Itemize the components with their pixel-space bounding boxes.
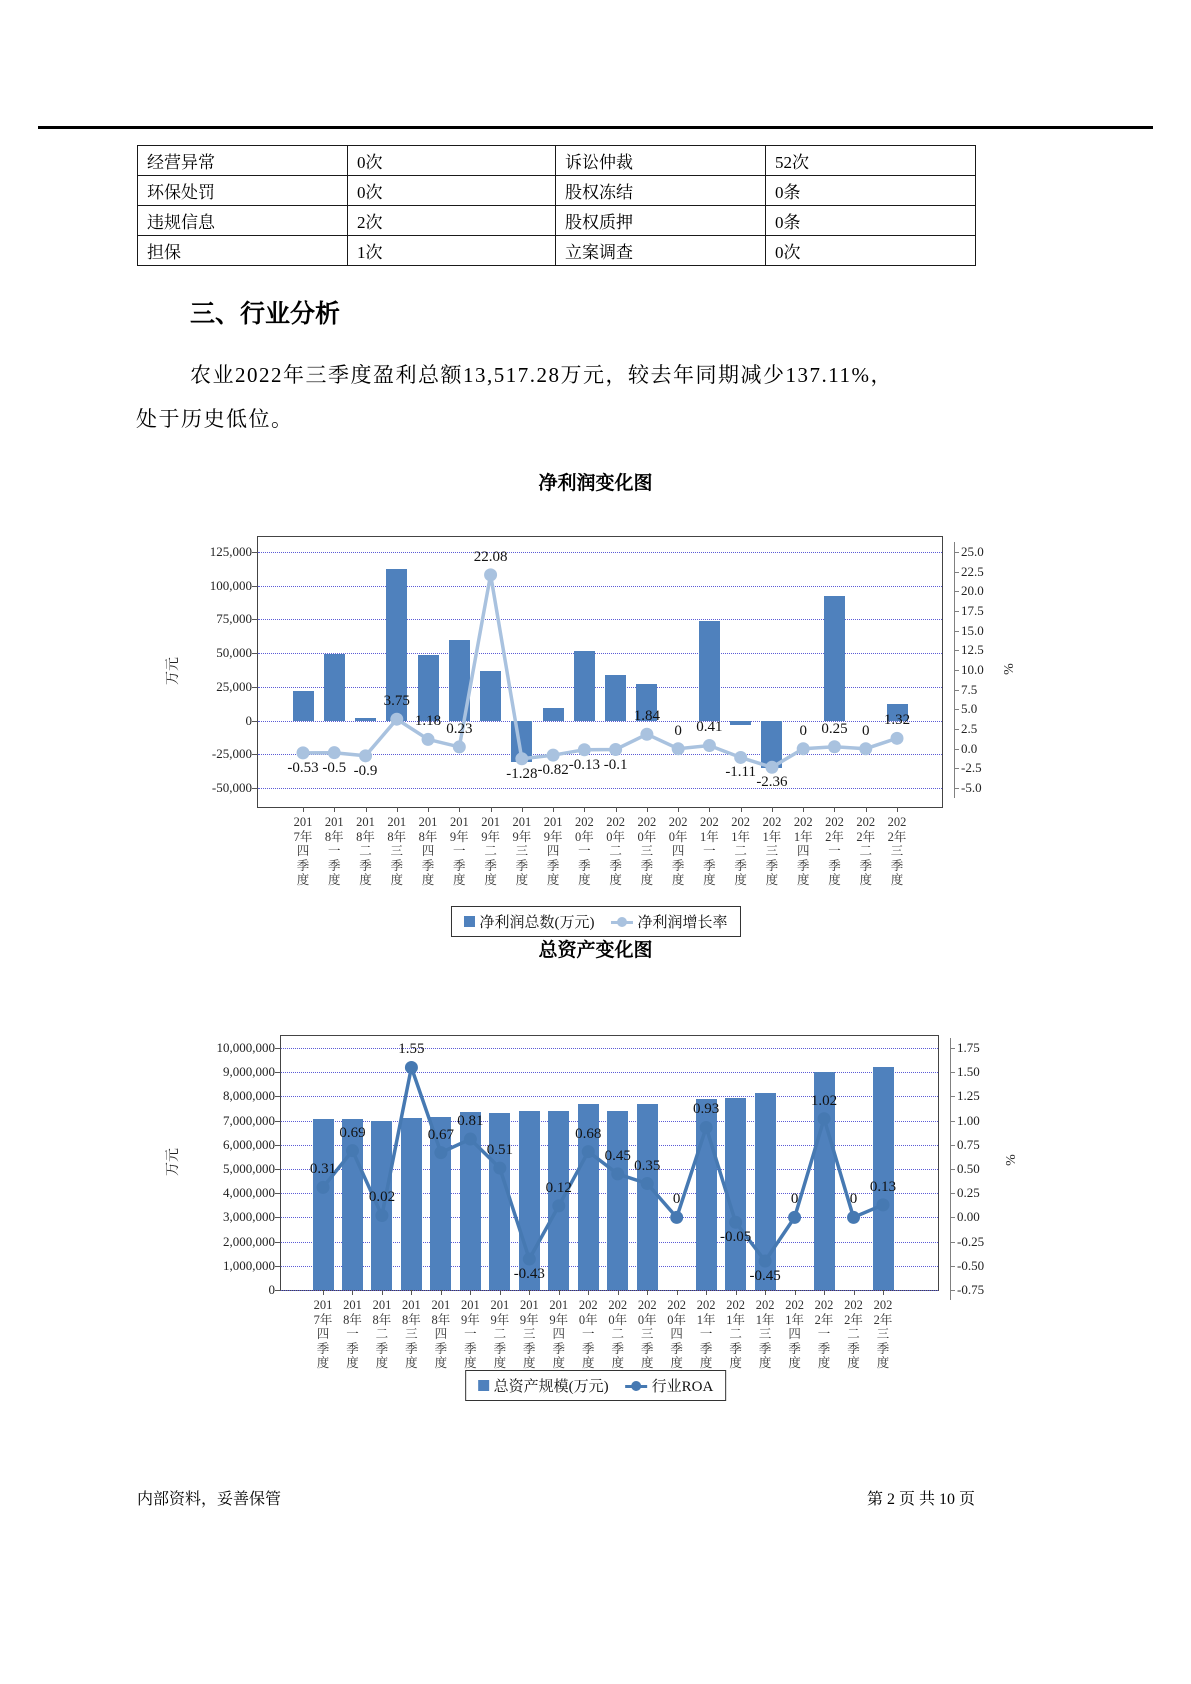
x-axis-label: 201 8年 二 季 度 [356, 815, 375, 887]
table-cell: 0次 [766, 236, 976, 266]
table-row [138, 146, 976, 176]
data-point-label: 0.31 [309, 1161, 337, 1178]
chart-legend [465, 1370, 727, 1401]
table-cell: 0次 [348, 146, 556, 176]
line-series-marker-icon [625, 1380, 647, 1392]
table-cell: 1次 [348, 236, 556, 266]
x-axis-label: 202 0年 二 季 度 [606, 815, 625, 887]
chart-title: 总资产变化图 [538, 940, 653, 961]
data-point-label: -1.11 [725, 764, 757, 781]
data-point-label: 0 [790, 1191, 799, 1208]
axis-tick [470, 1290, 471, 1295]
axis-tick [954, 650, 959, 651]
axis-tick [647, 807, 648, 812]
axis-tick [772, 807, 773, 812]
table-cell: 2次 [348, 206, 556, 236]
axis-tick [950, 1169, 955, 1170]
x-axis-label: 202 1年 四 季 度 [785, 1298, 804, 1370]
legend-item-bar [463, 911, 594, 932]
axis-tick [559, 1290, 560, 1295]
table-cell: 股权冻结 [556, 176, 766, 206]
y-axis-tick-label: 75,000 [216, 611, 252, 627]
x-axis-label: 201 8年 四 季 度 [418, 815, 438, 887]
axis-tick [897, 807, 898, 812]
right-axis-tick-label: 22.5 [961, 563, 984, 579]
legend-item-bar [478, 1375, 609, 1396]
axis-tick [500, 1290, 501, 1295]
axis-tick [950, 1048, 955, 1049]
axis-tick [741, 807, 742, 812]
y-axis-tick-label: 3,000,000 [223, 1209, 275, 1225]
x-axis-label: 201 9年 二 季 度 [490, 1298, 510, 1370]
x-axis-label: 201 8年 三 季 度 [402, 1298, 421, 1370]
body-paragraph-line-2: 处于历史低位。 [136, 407, 294, 431]
axis-tick [303, 807, 304, 812]
x-axis-label: 202 0年 一 季 度 [578, 1298, 598, 1370]
line-series-label: 净利润增长率 [637, 915, 728, 931]
right-axis-tick-label: 1.75 [957, 1040, 980, 1056]
y-axis-tick-label: 25,000 [216, 678, 252, 694]
right-axis-tick-label: 25.0 [961, 543, 984, 559]
x-axis-label: 202 2年 二 季 度 [856, 815, 876, 887]
data-point-label: -0.43 [513, 1266, 545, 1283]
company-risk-table-body [138, 146, 976, 266]
data-point-label: 0.69 [339, 1124, 366, 1141]
y-axis-tick-label: 125,000 [209, 543, 252, 559]
data-point-label: 3.75 [383, 693, 410, 710]
data-point-label: 22.08 [473, 548, 508, 565]
table-cell: 0条 [766, 206, 976, 236]
data-point-label: 0 [674, 722, 682, 739]
net-profit-change-chart [0, 460, 1191, 960]
axis-tick [954, 572, 959, 573]
axis-tick [397, 807, 398, 812]
y-axis-tick-label: 4,000,000 [223, 1185, 275, 1201]
axis-tick [954, 749, 959, 750]
footer-page-number: 第 2 页 共 10 页 [866, 1491, 975, 1508]
axis-tick [618, 1290, 619, 1295]
x-axis-label: 202 1年 三 季 度 [755, 1298, 775, 1370]
axis-tick [459, 807, 460, 812]
axis-tick [529, 1290, 530, 1295]
axis-tick [795, 1290, 796, 1295]
axis-tick [588, 1290, 589, 1295]
axis-tick [441, 1290, 442, 1295]
right-axis-tick-label: 5.0 [961, 701, 978, 717]
data-point-label: -0.53 [287, 759, 319, 776]
x-axis-label: 202 0年 二 季 度 [608, 1298, 628, 1370]
header-rule [38, 126, 1153, 129]
chart-title: 净利润变化图 [538, 473, 653, 494]
data-point-label: 0.41 [696, 719, 723, 736]
axis-tick [584, 807, 585, 812]
data-point-label: 0.23 [446, 720, 473, 737]
bar-series-marker-icon [463, 916, 474, 927]
axis-tick [352, 1290, 353, 1295]
left-axis-unit-label: 万元 [166, 1148, 181, 1176]
axis-tick [950, 1072, 955, 1073]
data-point-label: 0.02 [368, 1189, 396, 1206]
y-axis-tick-label: 10,000,000 [216, 1040, 275, 1056]
y-axis-tick-label: 7,000,000 [223, 1112, 275, 1128]
x-axis-label: 201 8年 一 季 度 [343, 1298, 362, 1370]
axis-tick [834, 807, 835, 812]
x-axis-label: 201 8年 四 季 度 [431, 1298, 451, 1370]
x-axis-label: 201 9年 四 季 度 [549, 1298, 569, 1370]
data-point-label: 1.84 [633, 708, 661, 725]
y-axis-tick-label: 50,000 [216, 645, 252, 661]
company-risk-table [137, 145, 976, 266]
axis-tick [491, 807, 492, 812]
right-axis-tick-label: 17.5 [961, 602, 984, 618]
data-point-label: 0.25 [821, 720, 848, 737]
right-axis-tick-label: 10.0 [961, 661, 984, 677]
table-cell: 52次 [766, 146, 976, 176]
y-axis-tick-label: -50,000 [211, 780, 252, 796]
data-point-label: 0 [861, 722, 870, 739]
table-cell: 经营异常 [138, 146, 348, 176]
right-axis-tick-label: 0.00 [957, 1209, 980, 1225]
left-axis-unit-label: 万元 [166, 657, 181, 685]
y-axis-tick-label: 0 [268, 1282, 275, 1297]
axis-tick [950, 1121, 955, 1122]
axis-tick [275, 1290, 281, 1291]
axis-tick [366, 807, 367, 812]
axis-tick [323, 1290, 324, 1295]
data-point-label: 0.13 [869, 1178, 897, 1195]
axis-tick [954, 788, 959, 789]
axis-tick [954, 670, 959, 671]
y-axis-tick-label: 2,000,000 [223, 1233, 275, 1249]
x-axis-label: 202 2年 一 季 度 [814, 1298, 834, 1370]
data-point-label: 0.81 [457, 1113, 484, 1130]
y-axis-tick-label: 0 [245, 712, 252, 728]
y-axis-tick-label: -25,000 [211, 746, 252, 762]
bar-series-marker-icon [478, 1380, 489, 1391]
axis-tick [950, 1290, 955, 1291]
right-axis-tick-label: -0.25 [957, 1233, 985, 1249]
x-axis-label: 201 9年 二 季 度 [481, 815, 500, 887]
right-axis-tick-label: -0.75 [957, 1282, 985, 1297]
axis-tick [709, 807, 710, 812]
data-point-label: -0.1 [603, 756, 628, 773]
axis-tick [950, 1266, 955, 1267]
bar-series-label: 总资产规模(万元) [493, 1379, 609, 1395]
axis-tick [765, 1290, 766, 1295]
right-axis-tick-label: 15.0 [961, 622, 984, 638]
x-axis-label: 202 0年 三 季 度 [637, 1298, 657, 1370]
table-row [138, 176, 976, 206]
right-axis-tick-label: 0.0 [961, 740, 978, 756]
data-point-label: 0 [799, 722, 807, 739]
axis-tick [677, 1290, 678, 1295]
axis-tick [883, 1290, 884, 1295]
axis-tick [428, 807, 429, 812]
data-point-label: 1.55 [398, 1041, 425, 1058]
x-axis-label: 201 9年 一 季 度 [449, 815, 469, 887]
data-point-label: 0 [849, 1191, 858, 1208]
table-cell: 环保处罚 [138, 176, 348, 206]
data-point-label: -2.36 [756, 774, 788, 791]
axis-tick [954, 709, 959, 710]
axis-tick [954, 729, 959, 730]
axis-tick [522, 807, 523, 812]
data-point-label: -0.82 [537, 762, 569, 779]
line-series-label: 行业ROA [651, 1379, 714, 1395]
line-series-marker-icon [610, 916, 632, 928]
x-axis-label: 202 1年 一 季 度 [700, 815, 719, 887]
y-axis-tick-label: 9,000,000 [223, 1064, 275, 1080]
data-point-label: -0.05 [720, 1229, 752, 1246]
axis-tick [824, 1290, 825, 1295]
x-axis-label: 202 2年 三 季 度 [873, 1298, 893, 1370]
x-axis-label: 201 8年 二 季 度 [372, 1298, 392, 1370]
table-cell: 担保 [138, 236, 348, 266]
legend-item-line [610, 911, 727, 932]
right-axis-tick-label: 2.5 [961, 721, 978, 737]
x-axis-label: 201 9年 一 季 度 [460, 1298, 480, 1370]
x-axis-label: 202 0年 三 季 度 [637, 815, 657, 887]
legend-item-line [625, 1375, 714, 1396]
data-point-label: 0.67 [427, 1126, 455, 1143]
right-axis-tick-label: 0.75 [957, 1136, 980, 1152]
axis-tick [954, 768, 959, 769]
x-axis-label: 202 1年 二 季 度 [731, 815, 751, 887]
y-axis-tick-label: 8,000,000 [223, 1088, 275, 1104]
data-point-label: 0 [672, 1191, 681, 1208]
gridline [281, 1290, 938, 1291]
table-row [138, 236, 976, 266]
axis-tick [950, 1096, 955, 1097]
table-cell: 立案调查 [556, 236, 766, 266]
x-axis-label: 202 2年 二 季 度 [844, 1298, 863, 1370]
right-axis-tick-label: 20.0 [961, 583, 984, 599]
data-point-label: -0.45 [749, 1267, 781, 1284]
x-axis-label: 201 8年 一 季 度 [324, 815, 344, 887]
axis-tick [954, 631, 959, 632]
table-cell: 诉讼仲裁 [556, 146, 766, 176]
x-axis-label: 202 1年 四 季 度 [793, 815, 813, 887]
right-axis-unit-label: % [1004, 1154, 1019, 1166]
data-point-label: 0.68 [575, 1125, 602, 1142]
right-axis-tick-label: 1.00 [957, 1112, 980, 1128]
axis-tick [954, 552, 959, 553]
axis-tick [854, 1290, 855, 1295]
x-axis-label: 202 1年 三 季 度 [762, 815, 782, 887]
table-cell: 0条 [766, 176, 976, 206]
body-paragraph-line-1: 农业2022年三季度盈利总额13,517.28万元，较去年同期减少137.11%， [190, 363, 893, 387]
x-axis-label: 202 2年 一 季 度 [825, 815, 844, 887]
axis-tick [553, 807, 554, 812]
data-point-label: 0.35 [634, 1157, 661, 1174]
right-axis-tick-label: 1.25 [957, 1088, 980, 1104]
right-axis-tick-label: 7.5 [961, 681, 978, 697]
axis-tick [954, 690, 959, 691]
x-axis-label: 202 1年 一 季 度 [696, 1298, 716, 1370]
right-axis-tick-label: -0.50 [957, 1257, 985, 1273]
axis-tick [866, 807, 867, 812]
axis-tick [950, 1242, 955, 1243]
axis-tick [616, 807, 617, 812]
y-axis-tick-label: 6,000,000 [223, 1136, 275, 1152]
x-axis-label: 202 0年 一 季 度 [574, 815, 594, 887]
table-cell: 违规信息 [138, 206, 348, 236]
y-axis-tick-label: 100,000 [209, 577, 252, 593]
x-axis-label: 201 9年 三 季 度 [512, 815, 532, 887]
x-axis-label: 201 7年 四 季 度 [313, 1298, 333, 1370]
x-axis-label: 201 8年 三 季 度 [387, 815, 407, 887]
data-point-label: -0.13 [568, 756, 600, 773]
data-point-label: -1.28 [506, 765, 538, 782]
table-cell: 0次 [348, 176, 556, 206]
x-axis-label: 201 9年 四 季 度 [543, 815, 563, 887]
table-row [138, 206, 976, 236]
data-point-label: 0.51 [486, 1142, 513, 1159]
y-axis-tick-label: 1,000,000 [223, 1257, 275, 1273]
right-axis-tick-label: 0.25 [957, 1185, 980, 1201]
y-axis-tick-label: 5,000,000 [223, 1161, 275, 1177]
right-axis-unit-label: % [1002, 663, 1017, 675]
axis-tick [954, 591, 959, 592]
x-axis-label: 202 2年 三 季 度 [887, 815, 907, 887]
data-point-label: -0.5 [322, 759, 347, 776]
axis-tick [950, 1193, 955, 1194]
plot-area [216, 1035, 985, 1370]
data-point-label: -0.9 [353, 762, 378, 779]
axis-tick [411, 1290, 412, 1295]
axis-tick [706, 1290, 707, 1295]
axis-tick [954, 611, 959, 612]
right-axis-tick-label: 1.50 [957, 1064, 980, 1080]
axis-tick [334, 807, 335, 812]
bar-series-label: 净利润总数(万元) [479, 915, 595, 931]
data-point-label: 0.93 [693, 1101, 720, 1118]
data-point-label: 1.02 [810, 1092, 838, 1109]
axis-tick [950, 1217, 955, 1218]
axis-tick [382, 1290, 383, 1295]
plot-area [209, 536, 984, 887]
x-axis-label: 202 0年 四 季 度 [668, 815, 688, 887]
total-assets-change-chart [0, 930, 1191, 1430]
x-axis-label: 202 0年 四 季 度 [667, 1298, 687, 1370]
axis-tick [736, 1290, 737, 1295]
axis-tick [678, 807, 679, 812]
axis-tick [803, 807, 804, 812]
data-point-label: 1.18 [414, 713, 442, 730]
right-axis-tick-label: -5.0 [961, 780, 982, 796]
x-axis-label: 202 1年 二 季 度 [726, 1298, 745, 1370]
section-heading: 三、行业分析 [190, 300, 341, 328]
right-axis-tick-label: -2.5 [961, 760, 982, 776]
x-axis-label: 201 7年 四 季 度 [293, 815, 313, 887]
axis-tick [647, 1290, 648, 1295]
table-cell: 股权质押 [556, 206, 766, 236]
footer-confidential-note: 内部资料，妥善保管 [137, 1491, 282, 1508]
x-axis-label: 201 9年 三 季 度 [519, 1298, 539, 1370]
right-axis-tick-label: 12.5 [961, 642, 984, 658]
data-point-label: 0.12 [545, 1179, 572, 1196]
data-point-label: 0.45 [604, 1147, 631, 1164]
data-point-label: 1.32 [883, 712, 911, 729]
right-axis-tick-label: 0.50 [957, 1161, 980, 1177]
axis-tick [950, 1145, 955, 1146]
